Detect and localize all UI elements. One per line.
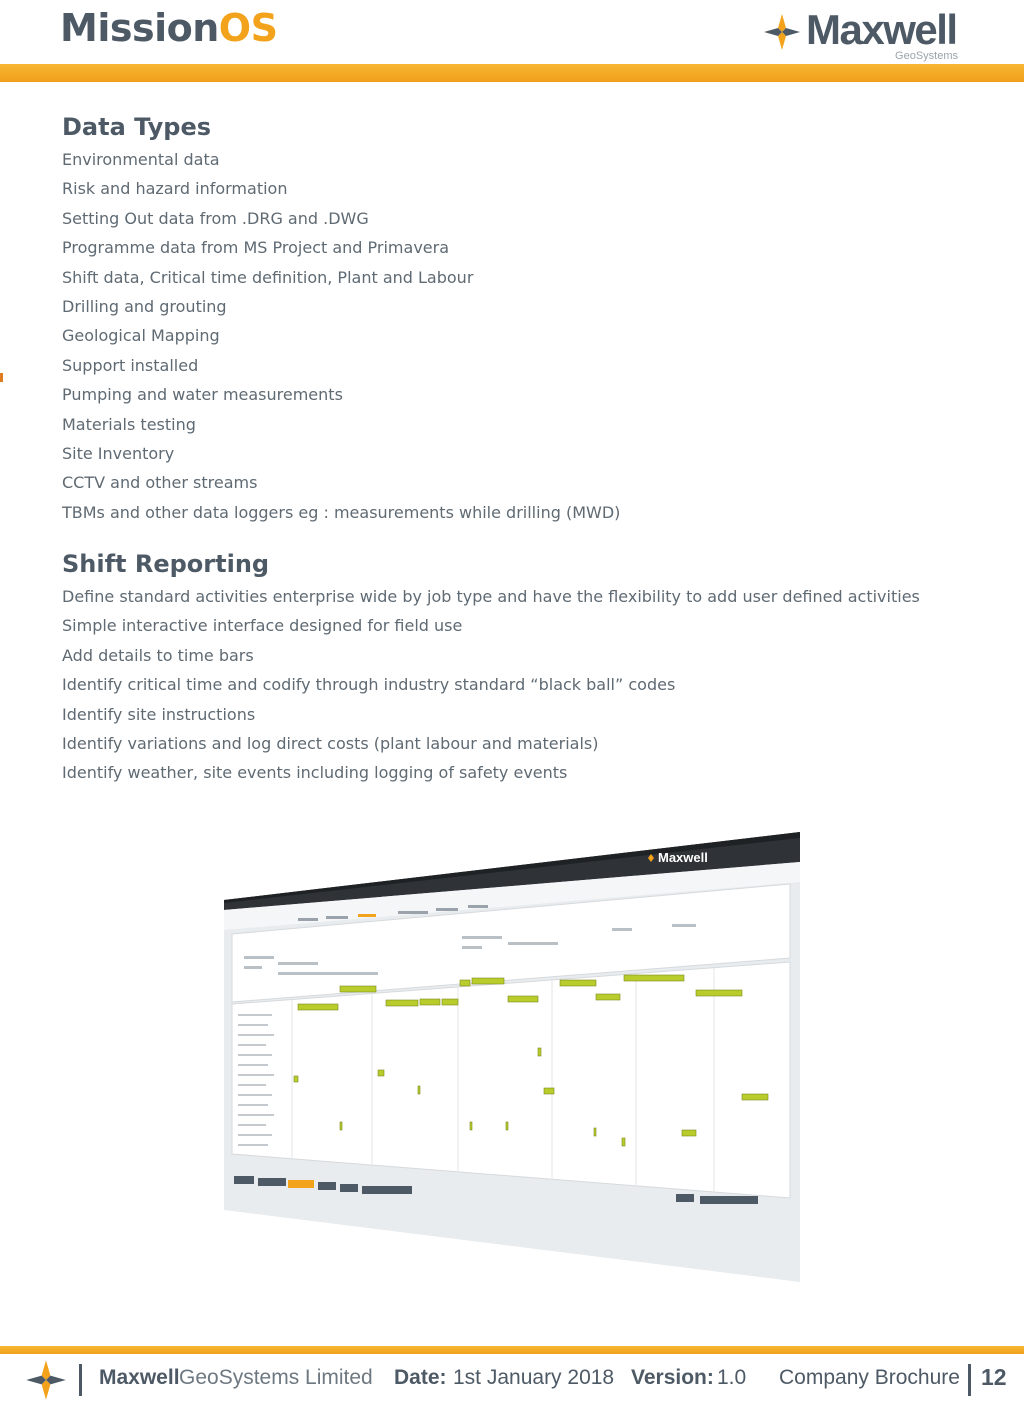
- list-item: Pumping and water measurements: [62, 385, 343, 405]
- maxwell-logo: [760, 6, 970, 62]
- shift-reporting-heading: Shift Reporting: [62, 550, 270, 578]
- list-item: Identify weather, site events including logging of safety events: [62, 763, 568, 783]
- compass-star-icon: [762, 12, 802, 52]
- list-item: Shift data, Critical time definition, Plant and Labour: [62, 267, 474, 287]
- footer-version-value: 1.0: [717, 1366, 747, 1389]
- list-item: Identify site instructions: [62, 704, 256, 724]
- footer-date-label: Date:: [394, 1366, 447, 1389]
- list-item: Identify variations and log direct costs (plant labour and materials): [62, 733, 599, 753]
- footer-company-bold: Maxwell: [99, 1366, 180, 1389]
- footer-orange-bar: [0, 1346, 1024, 1354]
- header-orange-bar: [0, 64, 1024, 82]
- shift-reporting-screenshot: [222, 832, 802, 1282]
- screenshot-maxwell-logo: Maxwell: [658, 850, 708, 865]
- list-item: Drilling and grouting: [62, 296, 227, 316]
- maxwell-logo-name: Maxwell: [806, 6, 957, 53]
- maxwell-logo-subtitle: GeoSystems: [895, 50, 958, 62]
- list-item: Materials testing: [62, 414, 196, 434]
- compass-star-icon: [24, 1358, 68, 1402]
- footer-document-title: Company Brochure: [779, 1366, 960, 1389]
- brand-os-text: OS: [218, 6, 278, 50]
- list-item: Add details to time bars: [62, 645, 254, 665]
- missionos-logo: [60, 6, 277, 50]
- list-item: Programme data from MS Project and Primavera: [62, 238, 450, 258]
- margin-marker: [0, 373, 3, 382]
- footer-company-rest: GeoSystems Limited: [179, 1366, 373, 1389]
- list-item: Risk and hazard information: [62, 179, 288, 199]
- footer-divider: [968, 1364, 971, 1396]
- list-item: Site Inventory: [62, 443, 175, 463]
- page-number: 12: [981, 1364, 1007, 1390]
- footer-date-value: 1st January 2018: [453, 1366, 615, 1389]
- list-item: CCTV and other streams: [62, 473, 258, 493]
- data-types-heading: Data Types: [62, 113, 212, 141]
- list-item: Define standard activities enterprise wide by job type and have the flexibility to add user defined activities: [62, 587, 920, 606]
- data-types-list: [62, 145, 620, 527]
- list-item: TBMs and other data loggers eg : measurements while drilling (MWD): [62, 502, 621, 522]
- list-item: Setting Out data from .DRG and .DWG: [62, 208, 369, 228]
- list-item: Geological Mapping: [62, 326, 220, 346]
- list-item: Simple interactive interface designed for field use: [62, 616, 463, 636]
- list-item: Environmental data: [62, 150, 220, 169]
- page-footer: [0, 1354, 1024, 1408]
- list-item: Identify critical time and codify through industry standard “black ball” codes: [62, 675, 676, 695]
- list-item: Support installed: [62, 355, 199, 375]
- footer-divider: [79, 1364, 82, 1396]
- brand-mission-text: Mission: [60, 6, 219, 50]
- shift-reporting-list: [62, 582, 920, 788]
- footer-version-label: Version:: [631, 1366, 714, 1389]
